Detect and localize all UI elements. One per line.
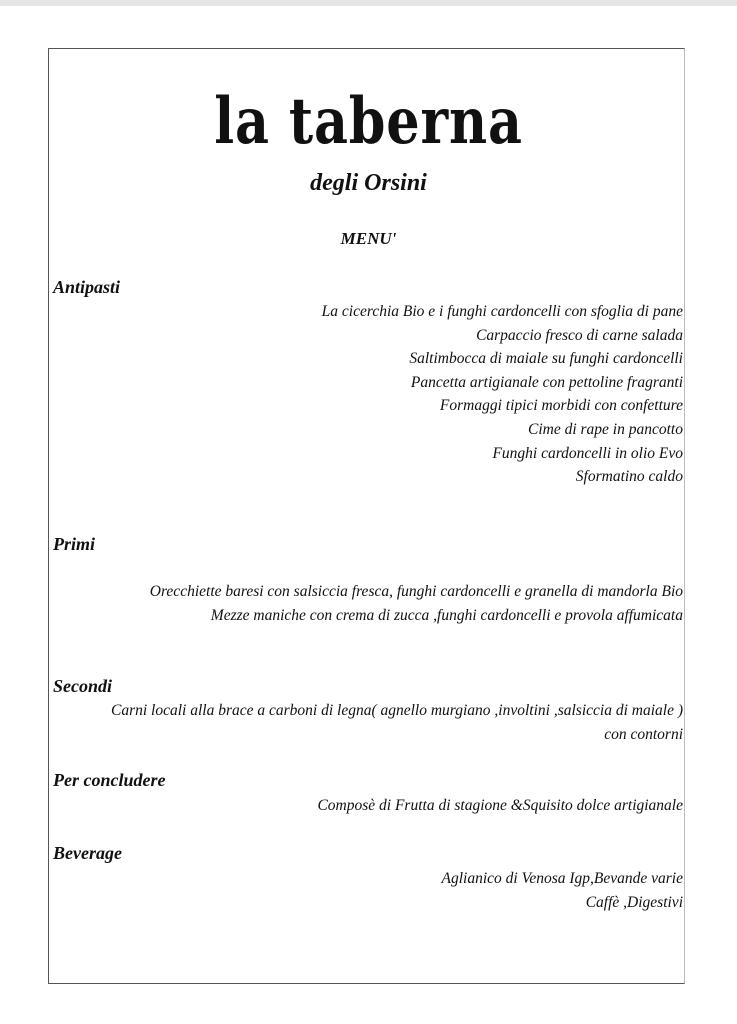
menu-item: Carni locali alla brace a carboni di legna( agnello murgiano ,involtini ,salsiccia di maiale ): [110, 702, 683, 719]
menu-item: Mezze maniche con crema di zucca ,funghi cardoncelli e provola affumicata: [210, 606, 683, 624]
menu-item: Aglianico di Venosa Igp,Bevande varie: [441, 870, 683, 887]
section-heading-primi: Primi: [53, 534, 96, 554]
menu-item: Pancetta artigianale con pettoline fragranti: [410, 373, 683, 391]
menu-item: Saltimbocca di maiale su funghi cardoncelli: [409, 350, 683, 368]
section-heading-secondi: Secondi: [53, 676, 113, 696]
menu-item: Carpaccio fresco di carne salada: [476, 326, 683, 344]
menu-heading: MENU': [340, 229, 397, 248]
restaurant-title: la taberna: [214, 84, 523, 159]
menu-item: Orecchiette baresi con salsiccia fresca, funghi cardoncelli e granella di mandorla Bio: [149, 583, 683, 600]
menu-item: Composè di Frutta di stagione &Squisito dolce artigianale: [317, 797, 683, 814]
menu-item: Sformatino caldo: [575, 468, 683, 486]
primi-list: [150, 580, 683, 627]
menu-item: Funghi cardoncelli in olio Evo: [492, 444, 683, 462]
menu-item: Formaggi tipici morbidi con confetture: [439, 397, 683, 415]
menu-item: La cicerchia Bio e i funghi cardoncelli con sfoglia di pane: [321, 303, 683, 320]
beverage-list: [442, 867, 683, 914]
antipasti-list: [322, 300, 683, 489]
dessert-list: [317, 794, 683, 818]
menu-item: Cime di rape in pancotto: [528, 420, 683, 438]
menu-item: Caffè ,Digestivi: [585, 893, 683, 911]
top-bar: [0, 0, 737, 6]
menu-item: con contorni: [604, 725, 683, 743]
section-heading-beverage: Beverage: [53, 843, 122, 863]
restaurant-subtitle: degli Orsini: [310, 170, 427, 196]
secondi-list: [111, 699, 683, 746]
section-heading-antipasti: Antipasti: [53, 277, 121, 297]
section-heading-per-concludere: Per concludere: [53, 770, 166, 790]
